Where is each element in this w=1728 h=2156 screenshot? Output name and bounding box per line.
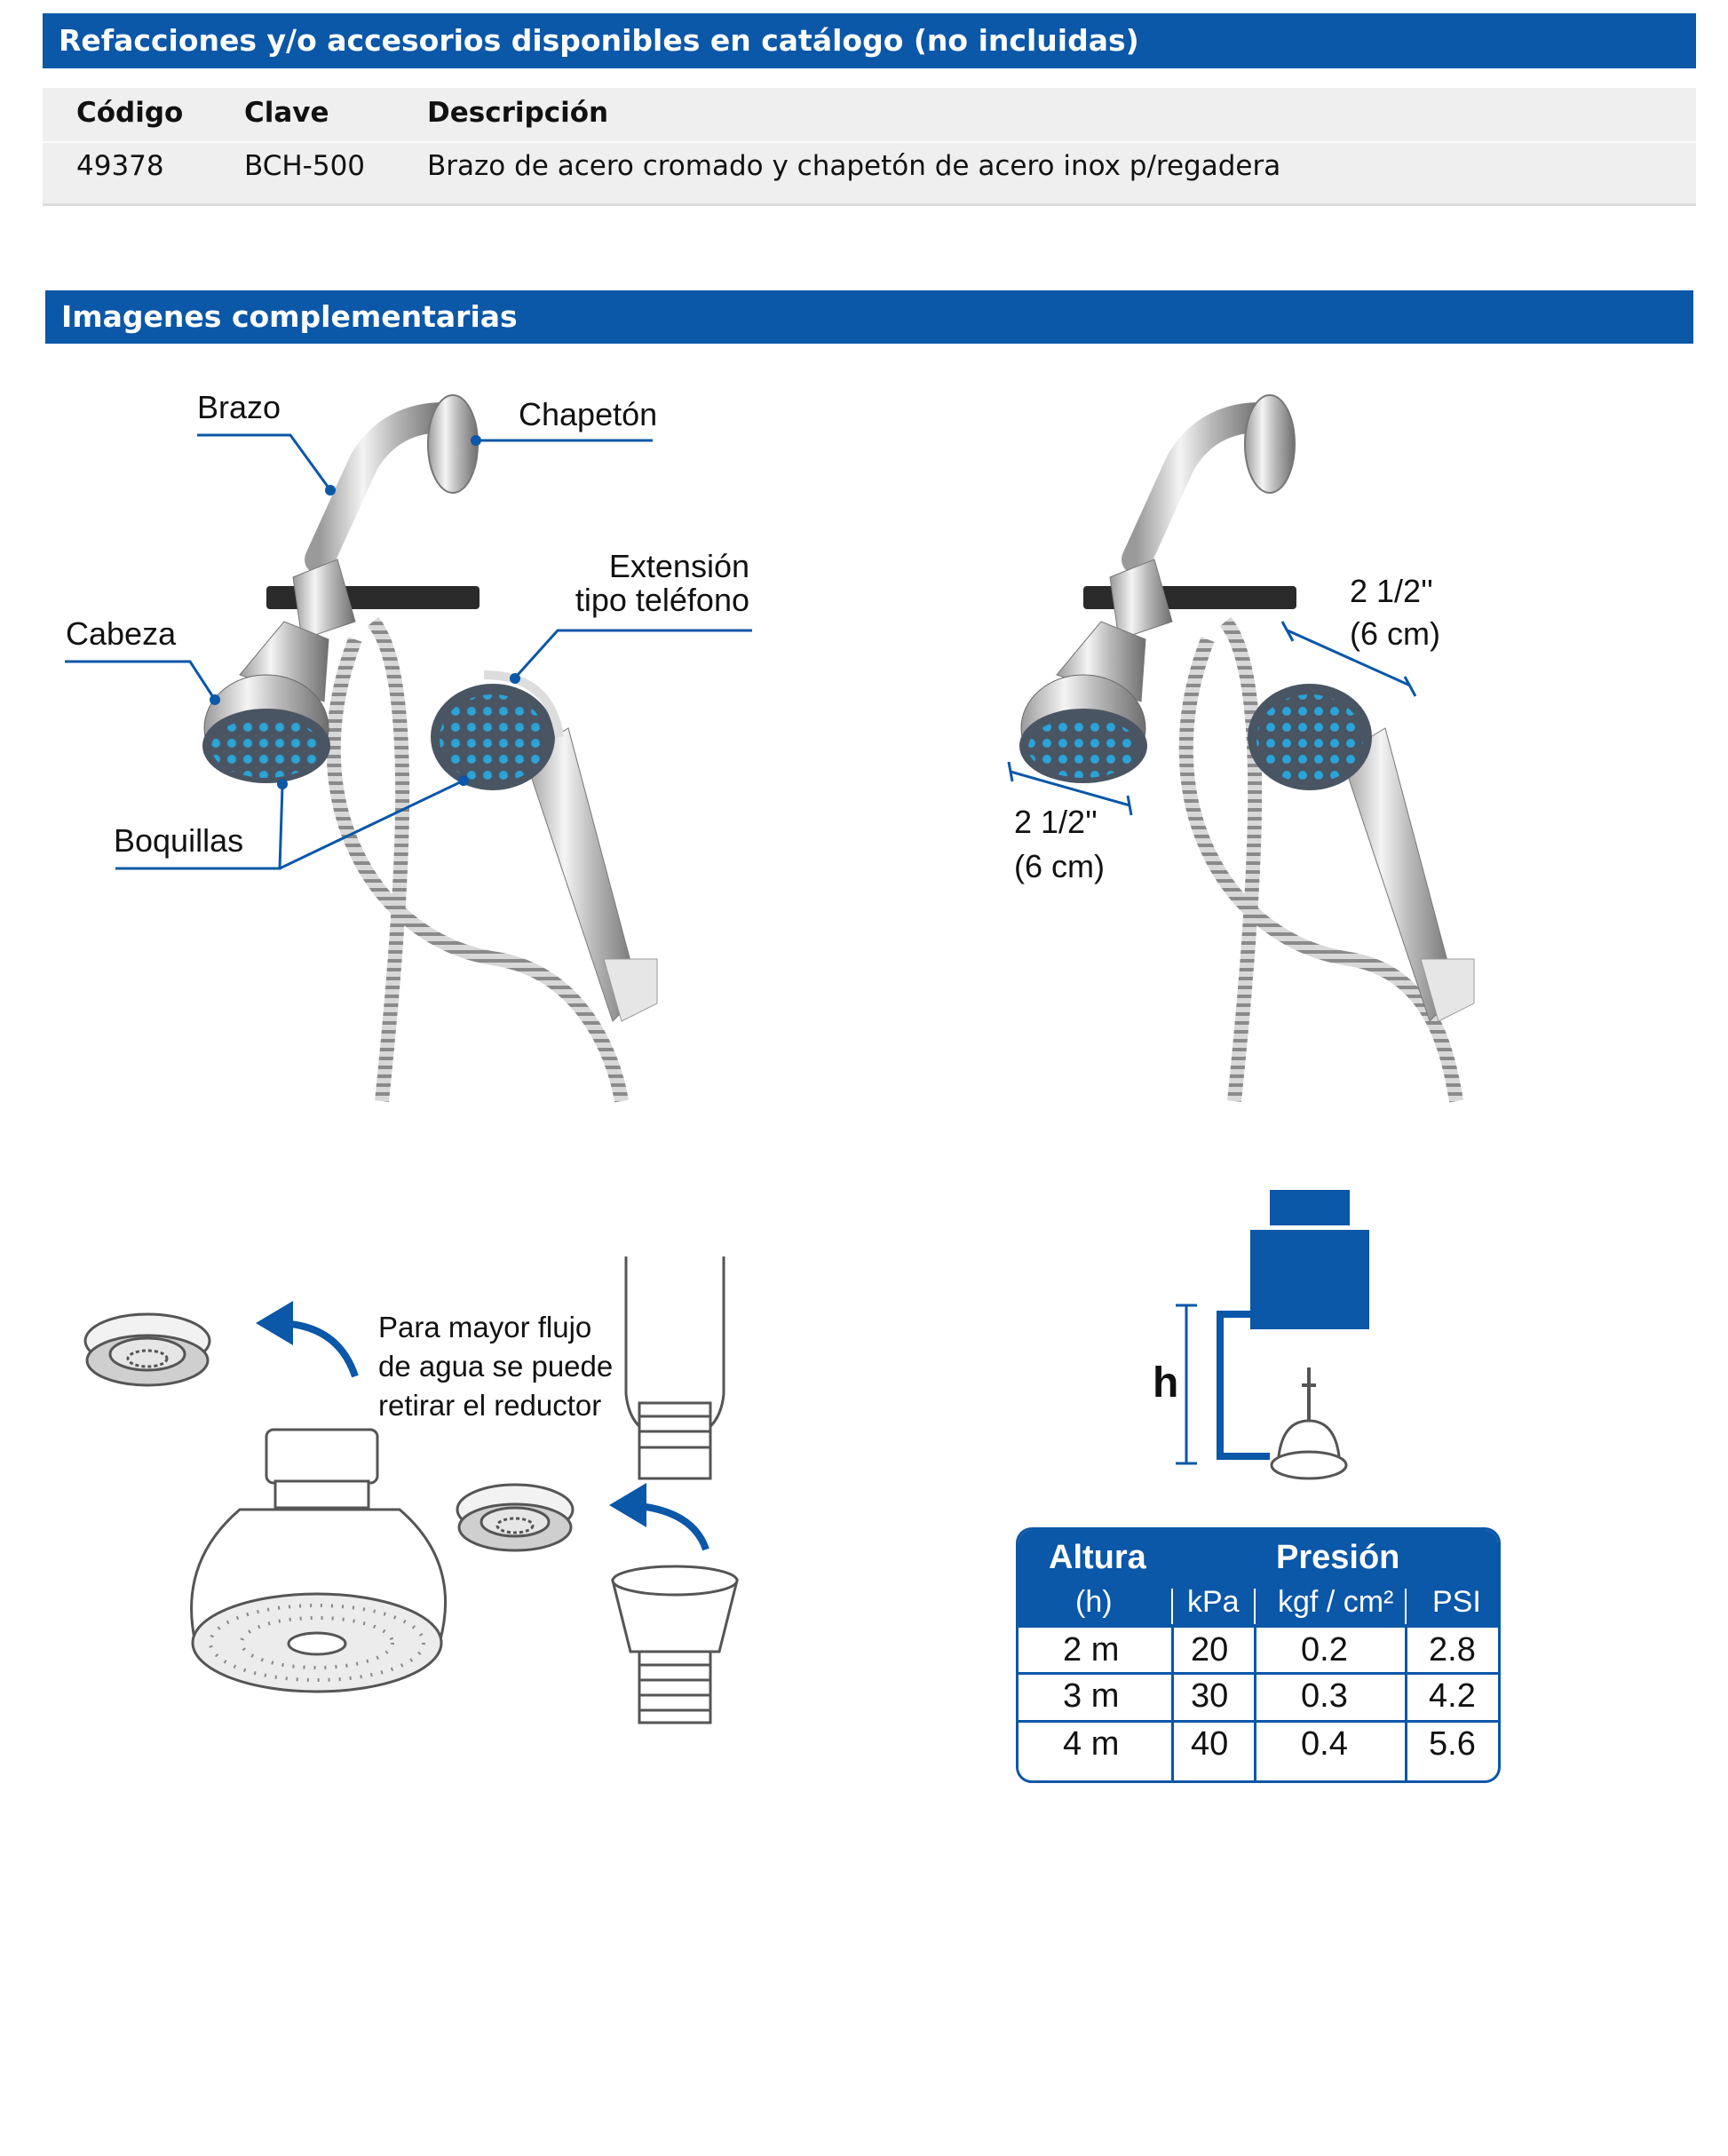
label-boquillas: Boquillas: [114, 822, 244, 859]
cell-kgf-1: 0.2: [1301, 1631, 1348, 1669]
cell-psi-3: 5.6: [1429, 1725, 1476, 1763]
arm-icon: [320, 417, 444, 559]
dimension-top-cm: (6 cm): [1350, 615, 1440, 652]
label-chapeton: Chapetón: [519, 396, 658, 432]
cell-kpa-2: 30: [1191, 1677, 1229, 1715]
cell-codigo: 49378: [76, 150, 164, 182]
header-altura: Altura: [1049, 1539, 1146, 1576]
header-presion: Presión: [1276, 1539, 1400, 1576]
col-divider: [1254, 1628, 1256, 1780]
cell-altura-1: 2 m: [1063, 1631, 1120, 1669]
cell-descripcion: Brazo de acero cromado y chapetón de acero inox p/regadera: [427, 150, 1281, 182]
hose-icon: [373, 622, 402, 1101]
water-tank-diagram: [1176, 1190, 1369, 1478]
section-header-imagenes: Imagenes complementarias: [45, 290, 1693, 344]
col-header-descripcion: Descripción: [427, 97, 609, 129]
cell-kgf-3: 0.4: [1301, 1725, 1348, 1763]
shower-set-labeled: [65, 395, 752, 1101]
header-divider: [1171, 1589, 1173, 1624]
row-divider: [1019, 1720, 1498, 1723]
dimension-left-cm: (6 cm): [1014, 848, 1105, 884]
label-brazo: Brazo: [197, 389, 281, 425]
pressure-table: [1016, 1527, 1501, 1783]
cell-altura-3: 4 m: [1063, 1725, 1120, 1763]
label-extension: Extensión: [608, 548, 749, 584]
section-header-refacciones: Refacciones y/o accesorios disponibles en catálogo (no incluidas): [43, 13, 1696, 68]
shower-set-dimensions: [1009, 395, 1474, 1101]
dimension-left-inch: 2 1/2'': [1014, 804, 1098, 840]
dimension-top-inch: 2 1/2'': [1350, 573, 1433, 609]
note-line-1: Para mayor flujo: [378, 1311, 592, 1344]
subheader-kpa: kPa: [1187, 1585, 1240, 1619]
col-header-clave: Clave: [244, 97, 329, 129]
col-divider: [1171, 1628, 1174, 1780]
header-divider: [1254, 1589, 1256, 1624]
cell-kpa-1: 20: [1191, 1631, 1229, 1669]
col-header-codigo: Código: [76, 97, 184, 129]
label-cabeza: Cabeza: [66, 615, 177, 652]
col-divider: [1405, 1628, 1407, 1780]
cell-psi-1: 2.8: [1429, 1631, 1476, 1669]
curved-arrow-icon: [256, 1301, 355, 1376]
cell-psi-2: 4.2: [1429, 1677, 1476, 1715]
subheader-kgf: kgf / cm²: [1278, 1585, 1394, 1619]
cell-kgf-2: 0.3: [1301, 1677, 1348, 1715]
cell-altura-2: 3 m: [1063, 1677, 1120, 1715]
cell-clave: BCH-500: [244, 150, 366, 182]
row-divider: [1019, 1672, 1498, 1675]
header-divider: [1405, 1589, 1407, 1624]
note-line-2: de agua se puede: [378, 1350, 614, 1383]
note-line-3: retirar el reductor: [378, 1389, 602, 1422]
subheader-psi: PSI: [1432, 1585, 1481, 1619]
cell-kpa-3: 40: [1191, 1725, 1229, 1763]
curved-arrow-icon-2: [609, 1483, 706, 1550]
label-tipo-telefono: tipo teléfono: [575, 582, 749, 618]
escutcheon-icon: [428, 395, 478, 493]
pressure-table-header: [1019, 1530, 1498, 1628]
subheader-h: (h): [1075, 1585, 1113, 1619]
height-label: h: [1153, 1359, 1179, 1407]
